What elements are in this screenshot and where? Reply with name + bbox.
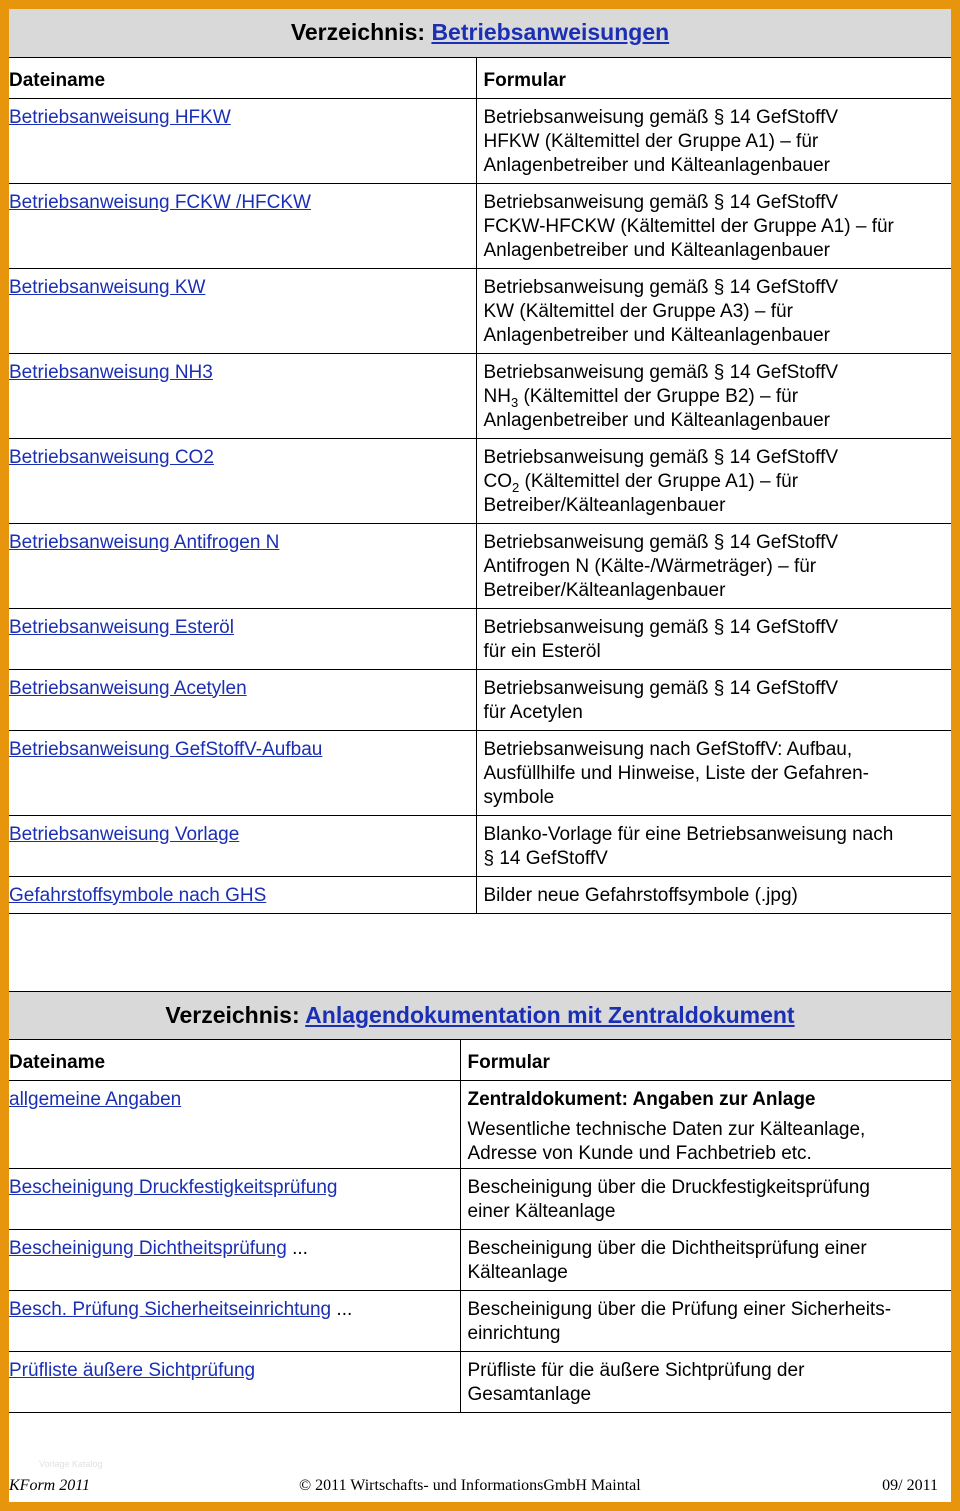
form-description: [476, 876, 951, 913]
desc-line: [484, 385, 952, 409]
file-link[interactable]: Gefahrstoffsymbole nach GHS: [9, 884, 267, 906]
file-table: [9, 1040, 951, 1413]
form-description: [460, 1351, 951, 1412]
form-description: [476, 183, 951, 268]
form-description: [476, 730, 951, 815]
table-row: [9, 1290, 951, 1351]
desc-line: Betriebsanweisung gemäß § 14 GefStoffV: [483, 191, 839, 213]
form-description: [460, 1229, 951, 1290]
formula-rest: (Kältemittel der Gruppe A1) – für: [519, 470, 799, 492]
desc-line: Wesentliche technische Daten zur Kälteanlage,: [467, 1118, 866, 1140]
file-link[interactable]: Prüfliste äußere Sichtprüfung: [9, 1359, 256, 1381]
form-description: [460, 1080, 951, 1168]
desc-line: [484, 470, 952, 494]
table-row: [9, 1168, 951, 1229]
page-footer: [9, 1475, 951, 1499]
desc-line: Blanko-Vorlage für eine Betriebsanweisung nach: [483, 823, 894, 845]
desc-line: symbole: [483, 786, 555, 808]
formula-subscript: 2: [512, 479, 520, 495]
section-title: [9, 991, 951, 1040]
table-row: [9, 98, 951, 183]
file-link[interactable]: Bescheinigung Druckfestigkeitsprüfung: [9, 1176, 338, 1198]
file-link[interactable]: Besch. Prüfung Sicherheitseinrichtung: [9, 1298, 332, 1320]
header-dateiname: Dateiname: [9, 1040, 460, 1080]
desc-line: Bilder neue Gefahrstoffsymbole (.jpg): [483, 884, 798, 906]
form-description: [476, 268, 951, 353]
desc-line: Betriebsanweisung gemäß § 14 GefStoffV: [483, 531, 839, 553]
section-title: [9, 9, 951, 58]
desc-line: Bescheinigung über die Dichtheitsprüfung einer: [467, 1237, 867, 1259]
title-prefix: Verzeichnis:: [165, 1002, 300, 1028]
desc-line: Anlagenbetreiber und Kälteanlagenbauer: [483, 409, 830, 431]
footer-right: 09/ 2011: [882, 1477, 938, 1494]
table-header-row: [9, 1040, 951, 1080]
table-row: [9, 1351, 951, 1412]
desc-line: Gesamtanlage: [467, 1383, 592, 1405]
header-dateiname: Dateiname: [9, 58, 476, 98]
desc-line: Betriebsanweisung gemäß § 14 GefStoffV: [483, 361, 839, 383]
desc-line: Ausfüllhilfe und Hinweise, Liste der Gefahren-: [483, 762, 869, 784]
form-description: [476, 98, 951, 183]
desc-line: FCKW-HFCKW (Kältemittel der Gruppe A1) – für: [483, 215, 894, 237]
formula-text: CO: [483, 470, 512, 492]
desc-line: Betriebsanweisung gemäß § 14 GefStoffV: [483, 276, 839, 298]
form-description: [460, 1168, 951, 1229]
table-row: [9, 183, 951, 268]
formula-rest: (Kältemittel der Gruppe B2) – für: [518, 385, 799, 407]
file-link[interactable]: Betriebsanweisung FCKW /HFCKW: [9, 191, 311, 213]
desc-line: Betriebsanweisung gemäß § 14 GefStoffV: [483, 446, 839, 468]
file-link[interactable]: Betriebsanweisung Esteröl: [9, 616, 234, 638]
desc-line: Betriebsanweisung gemäß § 14 GefStoffV: [483, 106, 839, 128]
watermark: Vorlage Katalog: [39, 1459, 103, 1469]
file-link[interactable]: Betriebsanweisung CO2: [9, 446, 214, 468]
desc-line: Anlagenbetreiber und Kälteanlagenbauer: [483, 324, 830, 346]
title-link[interactable]: Betriebsanweisungen: [431, 19, 670, 45]
desc-line: Antifrogen N (Kälte-/Wärmeträger) – für: [483, 555, 817, 577]
file-link[interactable]: Betriebsanweisung HFKW: [9, 106, 231, 128]
desc-line: für Acetylen: [483, 701, 583, 723]
desc-line: HFKW (Kältemittel der Gruppe A1) – für: [483, 130, 819, 152]
title-link[interactable]: Anlagendokumentation mit Zentraldokument: [305, 1002, 795, 1028]
form-description: [476, 608, 951, 669]
file-table: [9, 58, 951, 914]
desc-line: einrichtung: [467, 1322, 561, 1344]
file-link[interactable]: Betriebsanweisung GefStoffV-Aufbau: [9, 738, 323, 760]
footer-left: KForm 2011: [9, 1477, 91, 1494]
footer-center: © 2011 Wirtschafts- und InformationsGmbH Maintal: [299, 1477, 641, 1494]
table-row: [9, 1080, 951, 1168]
table-row: [9, 608, 951, 669]
formula-subscript: 3: [510, 394, 519, 410]
desc-line: Betriebsanweisung gemäß § 14 GefStoffV: [483, 677, 839, 699]
desc-line: Adresse von Kunde und Fachbetrieb etc.: [467, 1142, 812, 1164]
table-row: [9, 669, 951, 730]
header-formular: Formular: [476, 58, 951, 98]
table-row: [9, 268, 951, 353]
file-link[interactable]: allgemeine Angaben: [9, 1088, 182, 1110]
section-anlagendokumentation: [9, 991, 951, 1413]
desc-line: Bescheinigung über die Prüfung einer Sicherheits-: [467, 1298, 892, 1320]
header-formular: Formular: [460, 1040, 951, 1080]
desc-line: Prüfliste für die äußere Sichtprüfung der: [467, 1359, 805, 1381]
desc-line: Anlagenbetreiber und Kälteanlagenbauer: [483, 239, 830, 261]
desc-line: Betreiber/Kälteanlagenbauer: [483, 579, 726, 601]
table-row: [9, 730, 951, 815]
file-link[interactable]: Betriebsanweisung Vorlage: [9, 823, 240, 845]
desc-heading: Zentraldokument: Angaben zur Anlage: [467, 1088, 816, 1110]
formula-text: NH: [483, 385, 511, 407]
table-row: [9, 876, 951, 913]
file-link[interactable]: Betriebsanweisung NH3: [9, 361, 213, 383]
section-betriebsanweisungen: [9, 9, 951, 914]
desc-line: einer Kälteanlage: [467, 1200, 616, 1222]
file-link[interactable]: Betriebsanweisung Acetylen: [9, 677, 247, 699]
table-row: [9, 523, 951, 608]
table-row: [9, 438, 951, 523]
desc-line: § 14 GefStoffV: [483, 847, 608, 869]
desc-line: Anlagenbetreiber und Kälteanlagenbauer: [483, 154, 830, 176]
file-link[interactable]: Betriebsanweisung Antifrogen N: [9, 531, 280, 553]
table-row: [9, 353, 951, 438]
form-description: [476, 353, 951, 438]
form-description: [476, 438, 951, 523]
desc-line: Betriebsanweisung nach GefStoffV: Aufbau,: [483, 738, 853, 760]
desc-line: Betriebsanweisung gemäß § 14 GefStoffV: [483, 616, 839, 638]
desc-line: KW (Kältemittel der Gruppe A3) – für: [483, 300, 793, 322]
desc-line: Betreiber/Kälteanlagenbauer: [483, 494, 726, 516]
document-page: [9, 9, 951, 1502]
desc-line: Kälteanlage: [467, 1261, 568, 1283]
ellipsis: ...: [286, 1237, 308, 1259]
ellipsis: ...: [331, 1298, 353, 1320]
table-header-row: [9, 58, 951, 98]
title-prefix: Verzeichnis:: [290, 19, 426, 45]
table-row: [9, 1229, 951, 1290]
desc-line: für ein Esteröl: [483, 640, 601, 662]
desc-line: Bescheinigung über die Druckfestigkeitsprüfung: [467, 1176, 870, 1198]
file-link[interactable]: Betriebsanweisung KW: [9, 276, 206, 298]
file-link[interactable]: Bescheinigung Dichtheitsprüfung: [9, 1237, 287, 1259]
form-description: [476, 669, 951, 730]
form-description: [476, 815, 951, 876]
form-description: [460, 1290, 951, 1351]
form-description: [476, 523, 951, 608]
table-row: [9, 815, 951, 876]
